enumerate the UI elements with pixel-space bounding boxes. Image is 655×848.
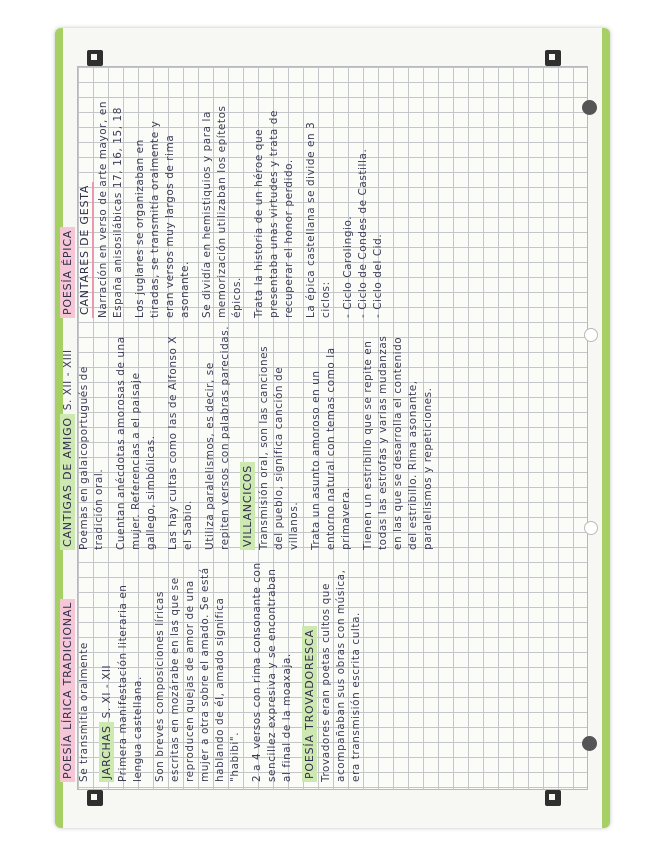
trovadoresca-paragraph: Trovadores eran poetas cultos que acompañaban sus obras con música, era transmisión escrita culta. xyxy=(320,569,362,782)
column-lirica xyxy=(60,557,371,782)
epica-paragraph: La épica castellana se divide en 3 ciclos: xyxy=(305,121,332,318)
ciclo-item: - Ciclo Carolingio. xyxy=(342,215,354,318)
notes-content xyxy=(60,92,580,782)
epica-paragraph: Se dividía en hemistiquios y para la memorización utilizaban los epítetos épicos. xyxy=(201,105,243,318)
corner-mark-icon xyxy=(87,50,103,66)
heading-villancicos: VILLANCICOS xyxy=(240,462,255,550)
cantigas-paragraph: Las hay cultas como las de Alfonso X el Sabio. xyxy=(167,335,194,550)
corner-mark-icon xyxy=(87,790,103,806)
right-margin-strip xyxy=(602,28,610,828)
heading-trovadoresca: POESÍA TROVADORESCA xyxy=(302,626,317,782)
heading-cantigas: CANTIGAS DE AMIGO xyxy=(60,414,75,550)
intro-text: Se transmitía oralmente xyxy=(78,642,90,782)
corner-mark-icon xyxy=(545,50,561,66)
heading-jarchas: JARCHAS xyxy=(99,722,114,782)
column-cantigas xyxy=(60,325,443,550)
cantigas-paragraph: Cuentan anécdotas amorosas de una mujer. Referencias a el paisaje gallego, simbólicas. xyxy=(115,336,157,550)
binder-hole-icon xyxy=(582,100,597,115)
cantigas-dates: S. XII - XIII xyxy=(62,349,74,411)
corner-mark-icon xyxy=(545,790,561,806)
ciclo-item: - Ciclo del Cid. xyxy=(372,233,384,318)
heading-cantares: CANTARES DE GESTA xyxy=(77,182,94,318)
cantigas-paragraph: Poemas en galaicoportugués de tradición oral. xyxy=(78,366,105,550)
villancicos-paragraph: Trata un asunto amoroso en un entorno natural con temas como la primavera. xyxy=(310,347,352,550)
jarchas-paragraph: Primera manifestación literaria en lengua castellana. xyxy=(117,584,144,782)
jarchas-paragraph: Son breves composiciones líricas escritas en mozárabe en las que se reproducen quejas de amor de una mujer a otra sobre el amado. Se está hablando de él, amado significa "habibi". xyxy=(154,567,241,782)
binder-hole-icon xyxy=(582,736,597,751)
jarchas-dates: S. XI - XII xyxy=(101,664,113,719)
column-epica xyxy=(60,93,386,318)
jarchas-paragraph: 2 a 4 versos con rima consonante con sencillez expresiva y se encontraban al final de la moaxaja. xyxy=(251,562,293,782)
cantigas-header xyxy=(60,325,77,550)
epica-paragraph: Trata la historia de un héroe que presentaba unas virtudes y trata de recuperar el honor perdido. xyxy=(253,110,295,318)
title-lirica: POESÍA LÍRICA TRADICIONAL xyxy=(60,599,75,782)
binder-hole-icon xyxy=(584,521,598,535)
title-epica: POESÍA ÉPICA xyxy=(60,227,75,318)
ciclo-item: - Ciclo de Condes de Castilla. xyxy=(357,148,369,318)
epica-paragraph: Narración en verso de arte mayor, en España anisosilábicas 17, 16, 15, 18 xyxy=(97,100,124,318)
binder-hole-icon xyxy=(584,328,598,342)
villancicos-paragraph: Tienen un estribillo que se repite en todas las estrofas y varias mudanzas en las que se desarrolla el contenido del estribillo. Rima asonante, paralelismos y repeticiones. xyxy=(362,335,434,550)
cantigas-paragraph: Utiliza paralelismos, es decir, se repiten versos con palabras parecidas. xyxy=(204,325,231,550)
epica-paragraph: Los juglares se organizaban en tiradas, se transmitía oralmente y eran versos muy largos de rima asonante. xyxy=(134,120,191,318)
villancicos-paragraph: Transmisión oral, son las canciones del pueblo, significa canción de villanos. xyxy=(258,345,300,550)
